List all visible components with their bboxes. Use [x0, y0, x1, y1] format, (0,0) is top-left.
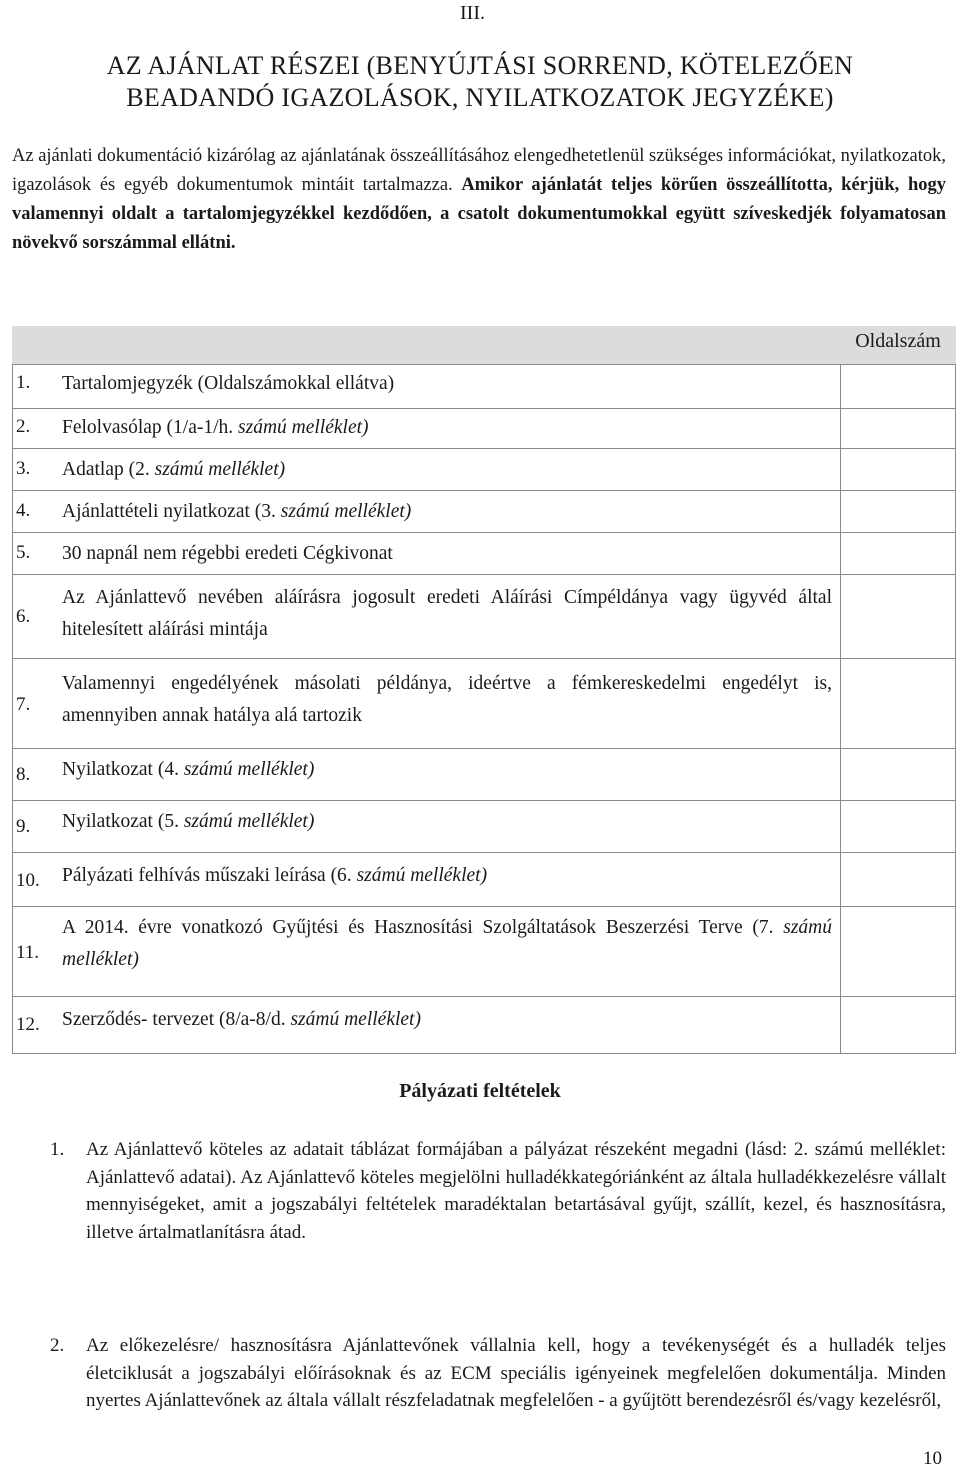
row-text: Pályázati felhívás műszaki leírása (6. számú melléklet) — [62, 865, 488, 886]
table-line — [12, 748, 956, 749]
table-row — [12, 802, 840, 852]
table-line — [12, 852, 956, 853]
paragraph-text: Az Ajánlattevő köteles az adatait táblázat formájában a pályázat részeként megadni (lásd: 2. számú melléklet: Ajánlattevő adatai). Az Ajánlattevő köteles megjelölni hulladékkategóriánként az általa hulladékkezelésre vállalt mennyiségeket, amit a jogszabályi feltételek maradéktalan betartásával gyűjt, szállít, kezel, és hasznosításra, illetve ártalmatlanításra átad. — [86, 1139, 946, 1243]
table-row — [12, 998, 840, 1052]
section-title: Pályázati feltételek — [399, 1080, 561, 1102]
row-number: 7. — [16, 694, 31, 715]
row-number: 4. — [16, 500, 31, 521]
table-header-page-number: Oldalszám — [840, 326, 956, 364]
paragraph-number: 2. — [50, 1335, 65, 1356]
row-text: Felolvasólap (1/a-1/h. számú melléklet) — [62, 417, 369, 438]
row-number: 3. — [16, 458, 31, 479]
row-number: 5. — [16, 542, 31, 563]
paragraph-number: 1. — [50, 1139, 65, 1160]
row-number: 11. — [16, 942, 40, 963]
table-border-middle — [840, 364, 841, 1054]
title-line-2: BEADANDÓ IGAZOLÁSOK, NYILATKOZATOK JEGYZÉKE) — [126, 83, 834, 112]
row-number: 1. — [16, 372, 31, 393]
table-row — [12, 410, 840, 448]
intro-text: Az ajánlati dokumentáció kizárólag az ajánlatának összeállításához elengedhetetlenül szükséges információkat, nyilatkozatok, igazolások és egyéb dokumentumok mintáit tartalmazza. — [12, 146, 946, 195]
chapter-number: III. — [460, 2, 485, 24]
table-row — [12, 750, 840, 800]
row-text: A 2014. évre vonatkozó Gyűjtési és Hasznosítási Szolgáltatások Beszerzési Terve (7. számú melléklet) — [62, 917, 832, 970]
table-row — [12, 854, 840, 906]
row-text: Az Ajánlattevő nevében aláírásra jogosult eredeti Aláírási Címpéldánya vagy ügyvéd által hitelesített aláírási mintája — [62, 587, 832, 640]
row-number: 2. — [16, 416, 31, 437]
table-line — [12, 574, 956, 575]
table-row — [12, 660, 840, 748]
table-line — [12, 996, 956, 997]
row-number: 8. — [16, 764, 31, 785]
row-text: Tartalomjegyzék (Oldalszámokkal ellátva) — [62, 373, 395, 394]
intro-paragraph — [12, 142, 946, 258]
condition-paragraph-2 — [50, 1332, 946, 1415]
row-number: 9. — [16, 816, 31, 837]
row-text: 30 napnál nem régebbi eredeti Cégkivonat — [62, 543, 393, 564]
row-text: Valamennyi engedélyének másolati példánya, ideértve a fémkereskedelmi engedélyt is, amennyiben annak hatálya alá tartozik — [62, 673, 832, 726]
table-line — [12, 906, 956, 907]
row-number: 12. — [16, 1014, 40, 1035]
table-line — [12, 1053, 956, 1054]
table-line — [12, 800, 956, 801]
row-text: Ajánlattételi nyilatkozat (3. számú melléklet) — [62, 501, 412, 522]
table-row — [12, 492, 840, 532]
table-row — [12, 908, 840, 996]
row-text: Nyilatkozat (5. számú melléklet) — [62, 811, 315, 832]
table-line — [12, 490, 956, 491]
row-text: Szerződés- tervezet (8/a-8/d. számú melléklet) — [62, 1009, 421, 1030]
title-line-1: AZ AJÁNLAT RÉSZEI (BENYÚJTÁSI SORREND, KÖTELEZŐEN — [106, 51, 854, 80]
row-number: 10. — [16, 870, 40, 891]
document-title — [12, 50, 948, 114]
table-line — [12, 658, 956, 659]
table-row — [12, 576, 840, 658]
table-border-right — [955, 364, 956, 1054]
table-line — [12, 364, 956, 365]
table-row — [12, 450, 840, 490]
document-list-table — [12, 326, 956, 1054]
row-text: Adatlap (2. számú melléklet) — [62, 459, 286, 480]
table-line — [12, 532, 956, 533]
condition-paragraph-1 — [50, 1136, 946, 1246]
table-line — [12, 408, 956, 409]
table-line — [12, 448, 956, 449]
page-number: 10 — [923, 1448, 942, 1469]
table-header-blank — [12, 326, 840, 364]
row-text: Nyilatkozat (4. számú melléklet) — [62, 759, 315, 780]
row-number: 6. — [16, 606, 31, 627]
intro-bold-text: Amikor ajánlatát teljes körűen összeállította, kérjük, hogy valamennyi oldalt a tartalomjegyzékkel kezdődően, a csatolt dokumentumokkal együtt szíveskedjék folyamatosan növekvő sorszámmal ellátni. — [12, 175, 946, 253]
table-row — [12, 534, 840, 574]
paragraph-text: Az előkezelésre/ hasznosításra Ajánlattevőnek vállalnia kell, hogy a tevékenységét és a hulladék teljes életciklusát a jogszabályi előírásoknak és az ECM speciális igényeinek megfelelően dokumentálja. Minden nyertes Ajánlattevőnek az általa vállalt részfeladatnak megfelelően - a gyűjtött berendezésről és/vagy kezelésről, — [86, 1335, 946, 1411]
table-row — [12, 366, 840, 406]
